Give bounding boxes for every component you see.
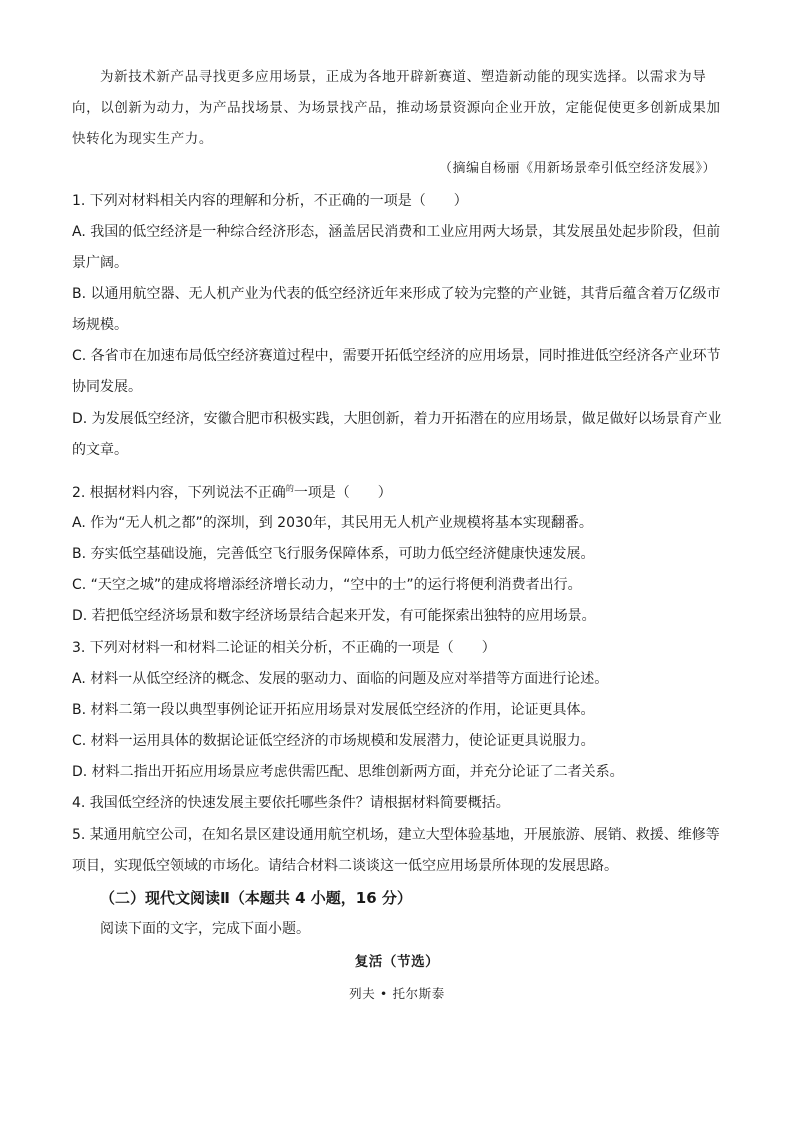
question-2-stem: [72, 473, 722, 509]
passage-source: （摘编自杨丽《用新场景牵引低空经济发展》）: [438, 161, 716, 176]
question-2-option-d: D. 若把低空经济场景和数字经济场景结合起来开发，有可能探索出独特的应用场景。: [72, 608, 596, 624]
question-4-stem: 4. 我国低空经济的快速发展主要依托哪些条件？请根据材料简要概括。: [72, 795, 510, 811]
question-2-stem-before: 2. 根据材料内容，下列说法不正确: [72, 485, 286, 501]
section-2-heading: （二）现代文阅读Ⅱ（本题共 4 小题，16 分）: [100, 889, 412, 907]
question-5-stem: 5. 某通用航空公司，在知名景区建设通用航空机场，建立大型体验基地，开展旅游、展销、救援、维修等项目，实现低空领域的市场化。请结合材料二谈谈这一低空应用场景所体现的发展思路。: [72, 827, 720, 874]
question-2-stem-after: 一项是（ ）: [293, 485, 392, 501]
question-2-stem-mark: 的: [285, 484, 294, 493]
reading-title: 复活（节选）: [354, 954, 440, 970]
question-3-stem: 3. 下列对材料一和材料二论证的相关分析，不正确的一项是（ ）: [72, 640, 496, 656]
question-2-option-c: C. “天空之城”的建成将增添经济增长动力，“空中的士”的运行将便利消费者出行。: [72, 577, 582, 593]
question-1-option-c: C. 各省市在加速布局低空经济赛道过程中，需要开拓低空经济的应用场景，同时推进低空经济各产业环节协同发展。: [72, 348, 721, 395]
question-2-option-a: A. 作为“无人机之都”的深圳，到 2030年，其民用无人机产业规模将基本实现翻番。: [72, 515, 593, 531]
question-3-option-a: A. 材料一从低空经济的概念、发展的驱动力、面临的问题及应对举措等方面进行论述。: [72, 671, 609, 687]
question-1-stem: 1. 下列对材料相关内容的理解和分析，不正确的一项是（ ）: [72, 193, 468, 209]
question-3-option-b: B. 材料二第一段以典型事例论证开拓应用场景对发展低空经济的作用，论证更具体。: [72, 702, 595, 718]
section-2-instruction: 阅读下面的文字，完成下面小题。: [100, 921, 310, 937]
question-3-option-d: D. 材料二指出开拓应用场景应考虑供需匹配、思维创新两方面，并充分论证了二者关系。: [72, 764, 624, 780]
question-2-option-b: B. 夯实低空基础设施，完善低空飞行服务保障体系，可助力低空经济健康快速发展。: [72, 546, 595, 562]
question-1-option-a: A. 我国的低空经济是一种综合经济形态，涵盖居民消费和工业应用两大场景，其发展虽处起步阶段，但前景广阔。: [72, 224, 721, 271]
question-3-option-c: C. 材料一运用具体的数据论证低空经济的市场规模和发展潜力，使论证更具说服力。: [72, 733, 595, 749]
question-1-option-d: D. 为发展低空经济，安徽合肥市积极实践，大胆创新，着力开拓潜在的应用场景，做足做好以场景育产业的文章。: [72, 411, 722, 458]
passage-closing-paragraph: 为新技术新产品寻找更多应用场景，正成为各地开辟新赛道、塑造新动能的现实选择。以需求为导向，以创新为动力，为产品找场景、为场景找产品，推动场景资源向企业开放，定能促使更多创新成果加快转化为现实生产力。: [72, 69, 721, 147]
reading-author: 列夫 • 托尔斯泰: [349, 986, 445, 1001]
question-1-option-b: B. 以通用航空器、无人机产业为代表的低空经济近年来形成了较为完整的产业链，其背后蕴含着万亿级市场规模。: [72, 286, 721, 333]
